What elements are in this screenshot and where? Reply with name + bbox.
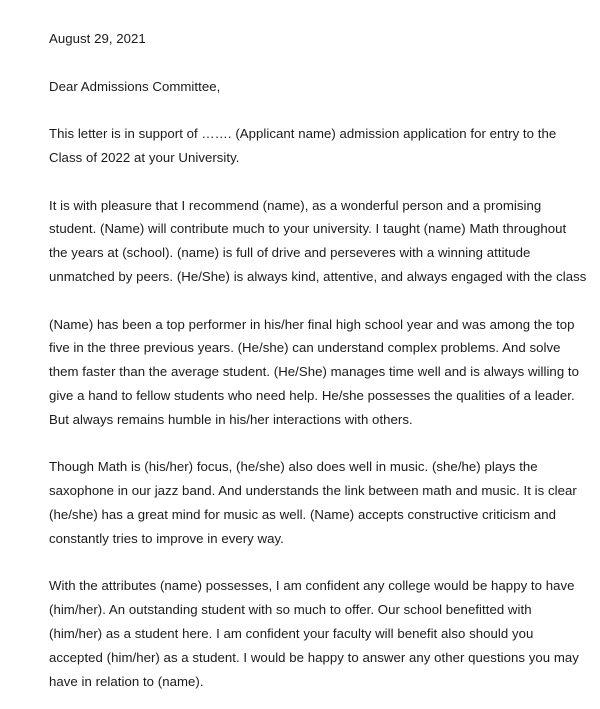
text-line: accepted (him/her) as a student. I would be happy to answer any other questions you may (49, 649, 579, 665)
text-line: (him/her). An outstanding student with so much to offer. Our school benefitted with (49, 602, 532, 618)
paragraph-gap (49, 432, 589, 456)
text-line: This letter is in support of ……. (Applicant name) admission application for entry to the (49, 126, 557, 142)
text-line: the years at (school). (name) is full of drive and perseveres with a winning attitude (49, 245, 531, 261)
salutation-line: Dear Admissions Committee, (49, 78, 221, 94)
text-line: saxophone in our jazz band. And understands the link between math and music. It is clear (49, 483, 577, 499)
letter-body (49, 27, 589, 693)
text-line: five in the three previous years. (He/she) can understand complex problems. And solve (49, 340, 561, 356)
paragraph-2 (49, 194, 589, 289)
date-line: August 29, 2021 (49, 31, 146, 46)
paragraph-1 (49, 122, 589, 170)
paragraph-gap (49, 51, 589, 75)
text-line: (him/her) as a student here. I am confident your faculty will benefit also should you (49, 625, 534, 641)
text-line: constantly tries to improve in every way. (49, 530, 284, 546)
text-line: It is with pleasure that I recommend (name), as a wonderful person and a promising (49, 197, 542, 213)
letter-date (49, 27, 589, 51)
text-line: Class of 2022 at your University. (49, 149, 240, 165)
paragraph-gap (49, 551, 589, 575)
text-line: have in relation to (name). (49, 673, 204, 689)
text-line: (he/she) has a great mind for music as well. (Name) accepts constructive criticism and (49, 506, 557, 522)
letter-salutation (49, 75, 589, 99)
text-line: give a hand to fellow students who need help. He/she possesses the qualities of a leader. (49, 387, 575, 403)
paragraph-5 (49, 574, 589, 693)
text-line: them faster than the average student. (He/She) manages time well and is always willing to (49, 364, 580, 380)
paragraph-gap (49, 170, 589, 194)
text-line: (Name) has been a top performer in his/her final high school year and was among the top (49, 316, 575, 332)
text-line: Though Math is (his/her) focus, (he/she) also does well in music. (she/he) plays the (49, 459, 538, 475)
paragraph-gap (49, 98, 589, 122)
paragraph-4 (49, 455, 589, 550)
text-line: unmatched by peers. (He/She) is always kind, attentive, and always engaged with the class (49, 268, 587, 284)
paragraph-3 (49, 313, 589, 432)
paragraph-gap (49, 289, 589, 313)
text-line: student. (Name) will contribute much to your university. I taught (name) Math throughout (49, 221, 567, 237)
text-line: With the attributes (name) possesses, I am confident any college would be happy to have (49, 578, 575, 594)
text-line: But always remains humble in his/her interactions with others. (49, 411, 413, 427)
